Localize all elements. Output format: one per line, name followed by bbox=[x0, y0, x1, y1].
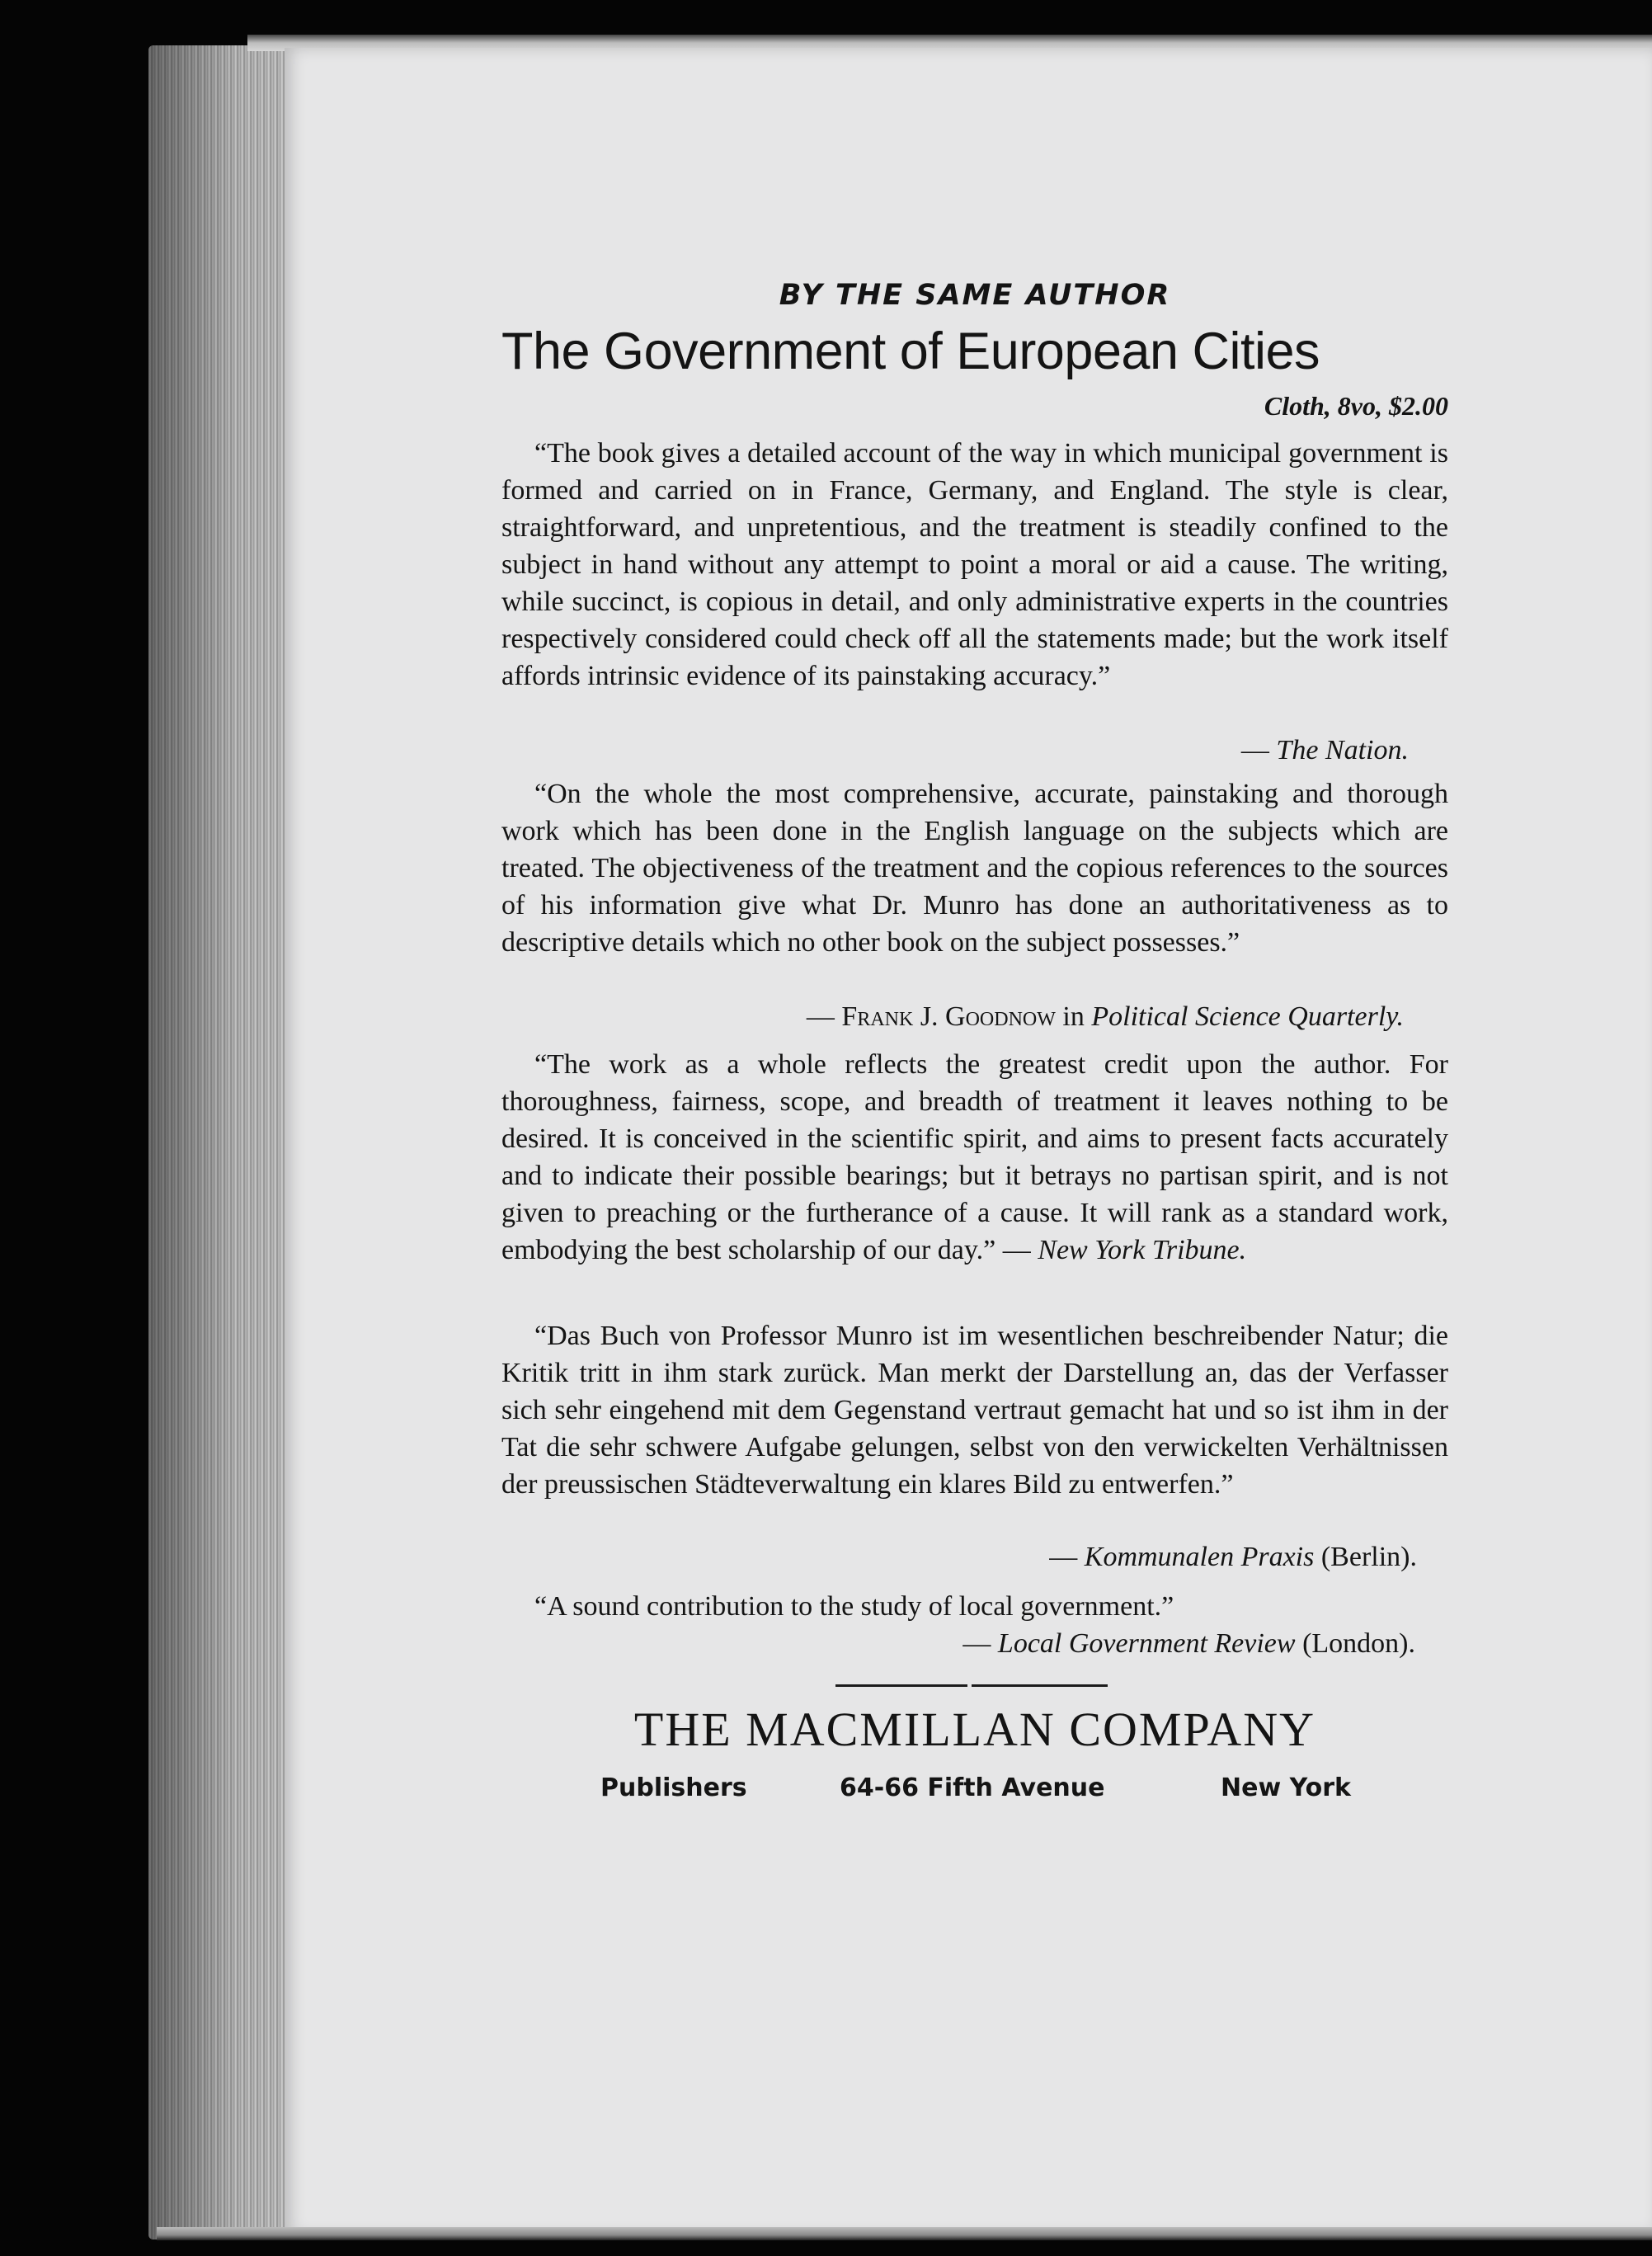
attribution-dash: — bbox=[962, 1628, 998, 1659]
review-tribune-text: “The work as a whole reflects the greatest credit upon the author. For thoroughness, fairness, scope, and breadth of treatment it leaves nothing to be desired. It is conceived in the scientific spirit, and aims to present facts accurately and to indicate their possible bearings; but it betrays no partisan spirit, and is not given to preaching or the furtherance of a cause. It will rank as a standard work, embodying the best scholarship of our day.” bbox=[501, 1049, 1448, 1265]
book-spine-shadow bbox=[148, 45, 293, 2240]
attribution-author: Frank J. Goodnow bbox=[841, 1001, 1056, 1032]
divider-rule-right bbox=[972, 1684, 1108, 1687]
attribution-source: Local Government Review bbox=[997, 1628, 1296, 1659]
divider-rule-left bbox=[835, 1684, 967, 1687]
attribution-connector: in bbox=[1055, 1001, 1092, 1032]
attribution-dash: — bbox=[995, 1235, 1038, 1265]
publisher-address: 64-66 Fifth Avenue bbox=[840, 1773, 1105, 1802]
attribution-place: (Berlin). bbox=[1314, 1542, 1417, 1572]
book-title: The Government of European Cities bbox=[501, 323, 1320, 380]
attribution-source: New York Tribune. bbox=[1038, 1235, 1247, 1265]
review-praxis-attribution bbox=[1049, 1538, 1417, 1575]
review-lgr-text: “A sound contribution to the study of local government.” bbox=[534, 1591, 1174, 1622]
review-goodnow-attribution bbox=[807, 998, 1404, 1035]
attribution-dash: — bbox=[1049, 1542, 1085, 1572]
attribution-dash: — bbox=[806, 1001, 842, 1032]
attribution-source: The Nation. bbox=[1276, 735, 1409, 765]
review-nation-attribution bbox=[1241, 732, 1409, 769]
review-goodnow-text: “On the whole the most comprehensive, accurate, painstaking and thorough work which has been done in the English language on the subjects which are treated. The objectiveness of the treatment and the copious references to the sources of his information give what Dr. Munro has done an authoritativeness as to descriptive details which no other book on the subject possesses.” bbox=[501, 779, 1448, 958]
publisher-role: Publishers bbox=[600, 1773, 747, 1802]
attribution-source: Kommunalen Praxis bbox=[1084, 1542, 1315, 1572]
review-tribune bbox=[501, 1046, 1448, 1269]
attribution-dash: — bbox=[1240, 735, 1277, 765]
book-price: Cloth, 8vo, $2.00 bbox=[1264, 391, 1448, 421]
attribution-source: Political Science Quarterly. bbox=[1091, 1001, 1404, 1032]
review-nation-text: “The book gives a detailed account of the way in which municipal government is formed and carried on in France, Germany, and England. The style is clear, straightforward, and unpretentious, and the treatment is steadily confined to the subject in hand without any attempt to point a moral or aid a cause. The writing, while succinct, is copious in detail, and only administrative experts in the countries respectively considered could check off all the statements made; but the work itself affords intrinsic evidence of its painstaking accuracy.” bbox=[501, 438, 1448, 691]
review-lgr-attribution bbox=[962, 1625, 1415, 1662]
attribution-place: (London). bbox=[1295, 1628, 1415, 1659]
book-bottom-edge bbox=[157, 2227, 1652, 2240]
publisher-name: THE MACMILLAN COMPANY bbox=[633, 1703, 1316, 1756]
review-praxis-text: “Das Buch von Professor Munro ist im wesentlichen beschreibender Natur; die Kritik tritt in ihm stark zurück. Man merkt der Darstellung an, das der Verfasser sich sehr eingehend mit dem Gegenstand vertraut gemacht hat und so ist ihm in der Tat die sehr schwere Aufgabe gelungen, selbst von den verwickelten Verhältnissen der preussischen Städteverwaltung ein klares Bild zu entwerfen.” bbox=[501, 1321, 1448, 1500]
publisher-city: New York bbox=[1221, 1773, 1351, 1802]
section-heading: BY THE SAME AUTHOR bbox=[779, 279, 1171, 312]
